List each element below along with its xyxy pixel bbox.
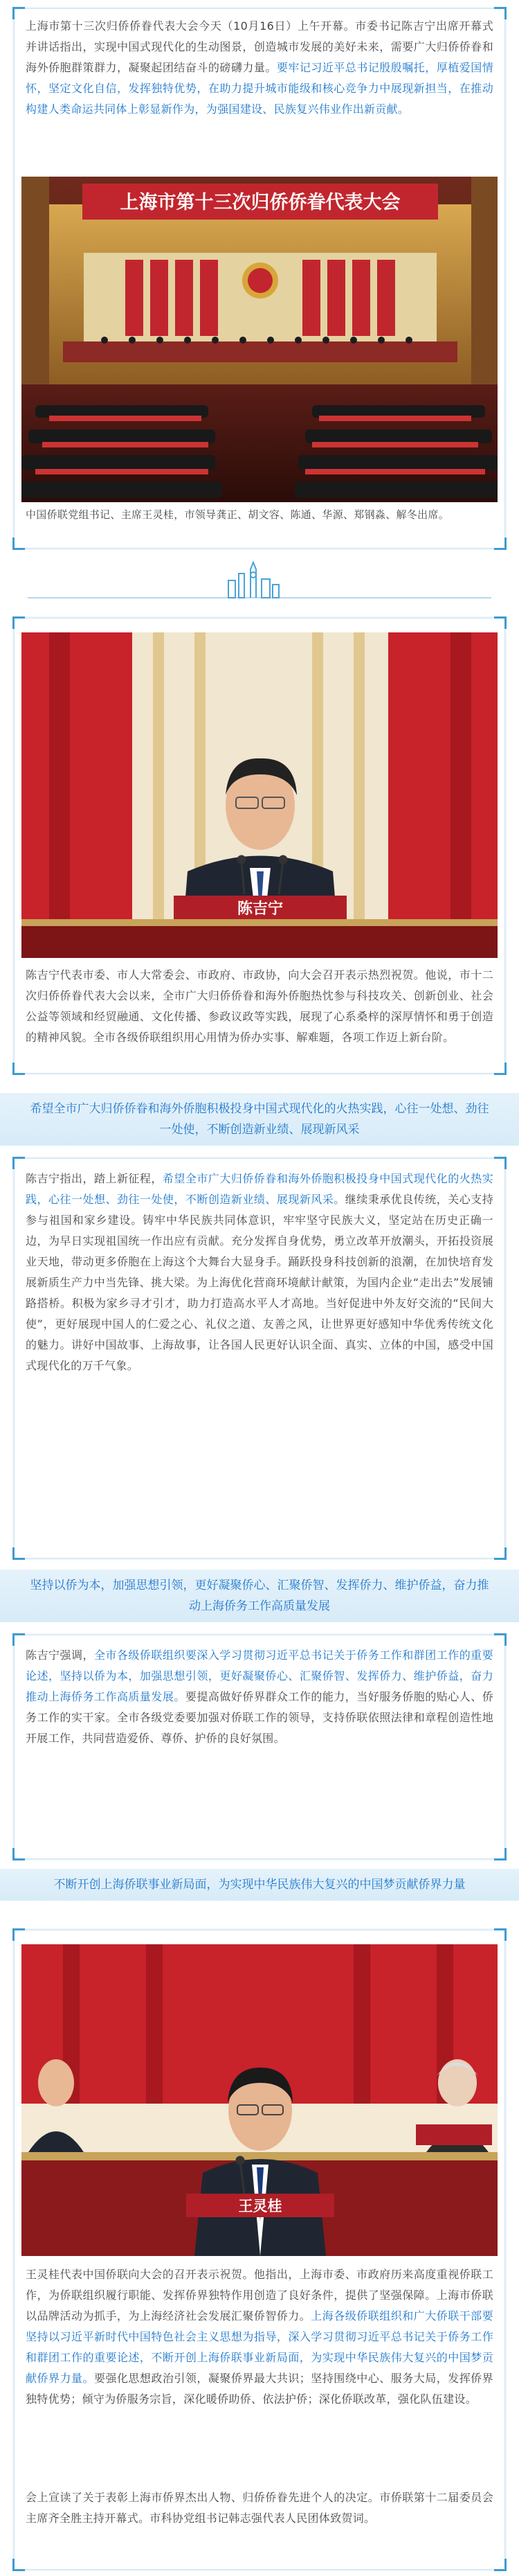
body-text: 继续秉承优良传统，关心支持参与祖国和家乡建设。铸牢中华民族共同体意识，牢牢坚守民族大义，坚定站在历史正确一边，为早日实现祖国统一作出应有贡献。充分发挥自身优势，勇立改革开放潮头，开拓投资展业天地，带动更多侨胞在上海这个大舞台大显身手。踊跃投身科技创新的浪潮，在加快培育发展新质生产力中当先锋、挑大梁。为上海优化营商环境献计献策，为国内企业“走出去”发展铺路搭桥。积极为家乡寻才引才，助力打造高水平人才高地。当好促进中外友好交流的“民间大使”，更好展现中国人的仁爱之心、礼仪之道、友善之风，让世界更好感知中华优秀传统文化的魅力。讲好中国故事、上海故事，让各国人民更好认识全面、真实、立体的中国，感受中国式现代化的万千气象。 xyxy=(26,1193,494,1372)
wang-paragraph xyxy=(26,2264,493,2410)
section-banner-1: 希望全市广大归侨侨眷和海外侨胞积极投身中国式现代化的火热实践，心往一处想、劲往一处使，不断创造新业绩、展现新风采 xyxy=(0,1093,519,1146)
speech-card-2 xyxy=(14,1635,505,1859)
highlighted-text: 上海各级侨联组织和广大侨联干部要坚持以习近平新时代中国特色社会主义思想为指导，深入学习贯彻习近平总书记关于侨务工作和群团工作的重要论述，不断开创上海侨联事业新局面，为实现中华民族伟大复兴的中国梦贡献侨界力量。 xyxy=(26,2309,493,2385)
speaker-image xyxy=(21,632,498,958)
section-banner-3: 不断开创上海侨联事业新局面，为实现中华民族伟大复兴的中国梦贡献侨界力量 xyxy=(0,1869,519,1901)
speech-paragraph-2 xyxy=(26,1645,493,1749)
highlighted-text: 全市各级侨联组织要深入学习贯彻习近平总书记关于侨务工作和群团工作的重要论述，坚持以侨为本，加强思想引领，更好凝聚侨心、汇聚侨智、发挥侨力、维护侨益，奋力推动上海侨务工作高质量发展。 xyxy=(26,1649,493,1703)
speech-paragraph-1 xyxy=(26,1169,493,1376)
section-banner-2: 坚持以侨为本，加强思想引领，更好凝聚侨心、汇聚侨智、发挥侨力、维护侨益，奋力推动上海侨务工作高质量发展 xyxy=(0,1570,519,1622)
congress-hall-photo xyxy=(21,177,498,502)
nameplate-text-2: 王灵桂 xyxy=(238,2198,282,2214)
chen-jining-photo xyxy=(21,632,498,958)
intro-card xyxy=(14,8,505,549)
wang-linggui-card xyxy=(14,1930,505,2570)
body-text: 陈吉宁指出，踏上新征程， xyxy=(26,1172,163,1185)
intro-paragraph xyxy=(26,16,493,120)
highlighted-text: 希望全市广大归侨侨眷和海外侨胞积极投身中国式现代化的火热实践，心往一处想、劲往一处使，不断创造新业绩、展现新风采。 xyxy=(26,1172,494,1206)
body-text: 要强化思想政治引领，凝聚侨界最大共识；坚持围绕中心、服务大局，发挥侨界独特优势；倾守为侨服务宗旨，深化暖侨助侨、依法护侨；深化侨联改革，强化队伍建设。 xyxy=(26,2372,493,2406)
skyline-divider xyxy=(0,560,519,608)
nameplate-text: 陈吉宁 xyxy=(237,900,284,918)
wang-image xyxy=(21,1944,498,2256)
body-text: 王灵桂代表中国侨联向大会的召开表示祝贺。他指出，上海市委、市政府历来高度重视侨联工作，为侨联组织履行职能、发挥侨界独特作用创造了良好条件，提供了坚强保障。上海市侨联以品牌活动为抓手，为上海经济社会发展汇聚侨智侨力。 xyxy=(26,2268,493,2322)
speech-card-1 xyxy=(14,1158,505,1558)
speaker-card xyxy=(14,618,505,1074)
speaker-paragraph: 陈吉宁代表市委、市人大常委会、市政府、市政协，向大会召开表示热烈祝贺。他说，市十二次归侨侨眷代表大会以来，全市广大归侨侨眷和海外侨胞热忱参与科技攻关、创新创业、社会公益等领域和经贸融通、文化传播、参政议政等实践，展现了心系桑梓的深厚情怀和勇于创造的精神风貌。全市各级侨联组织用心用情为侨办实事、解难题，各项工作迈上新台阶。 xyxy=(26,968,493,1044)
banner-text: 上海市第十三次归侨侨眷代表大会 xyxy=(120,192,401,213)
photo1-caption: 中国侨联党组书记、主席王灵桂，市领导龚正、胡文容、陈通、华源、郑钢淼、解冬出席。 xyxy=(26,508,450,521)
closing-paragraph: 会上宣读了关于表彰上海市侨界杰出人物、归侨侨眷先进个人的决定。市侨联第十二届委员会主席齐全胜主持开幕式。市科协党组书记韩志强代表人民团体致贺词。 xyxy=(26,2491,493,2525)
wang-linggui-photo xyxy=(21,1944,498,2256)
congress-hall-image xyxy=(21,177,498,502)
highlighted-text: 要牢记习近平总书记殷殷嘱托，厚植爱国情怀，坚定文化自信，发挥独特优势，在助力提升城市能级和核心竞争力中展现新担当，在推动构建人类命运共同体上彰显新作为，为强国建设、民族复兴伟业作出新贡献。 xyxy=(26,61,494,116)
body-text: 要提高做好侨界群众工作的能力，当好服务侨胞的贴心人、侨务工作的实干家。全市各级党委要加强对侨联工作的领导，支持侨联依照法律和章程创造性地开展工作，共同营造爱侨、尊侨、护侨的良好氛围。 xyxy=(26,1690,494,1745)
body-text: 陈吉宁强调， xyxy=(26,1649,94,1662)
body-text: 上海市第十三次归侨侨眷代表大会今天（10月16日）上午开幕。市委书记陈吉宁出席开幕式并讲话指出，实现中国式现代化的生动图景，创造城市发展的美好未来，需要广大归侨侨眷和海外侨胞群策群力，凝聚起团结奋斗的磅礴力量。 xyxy=(26,19,493,74)
